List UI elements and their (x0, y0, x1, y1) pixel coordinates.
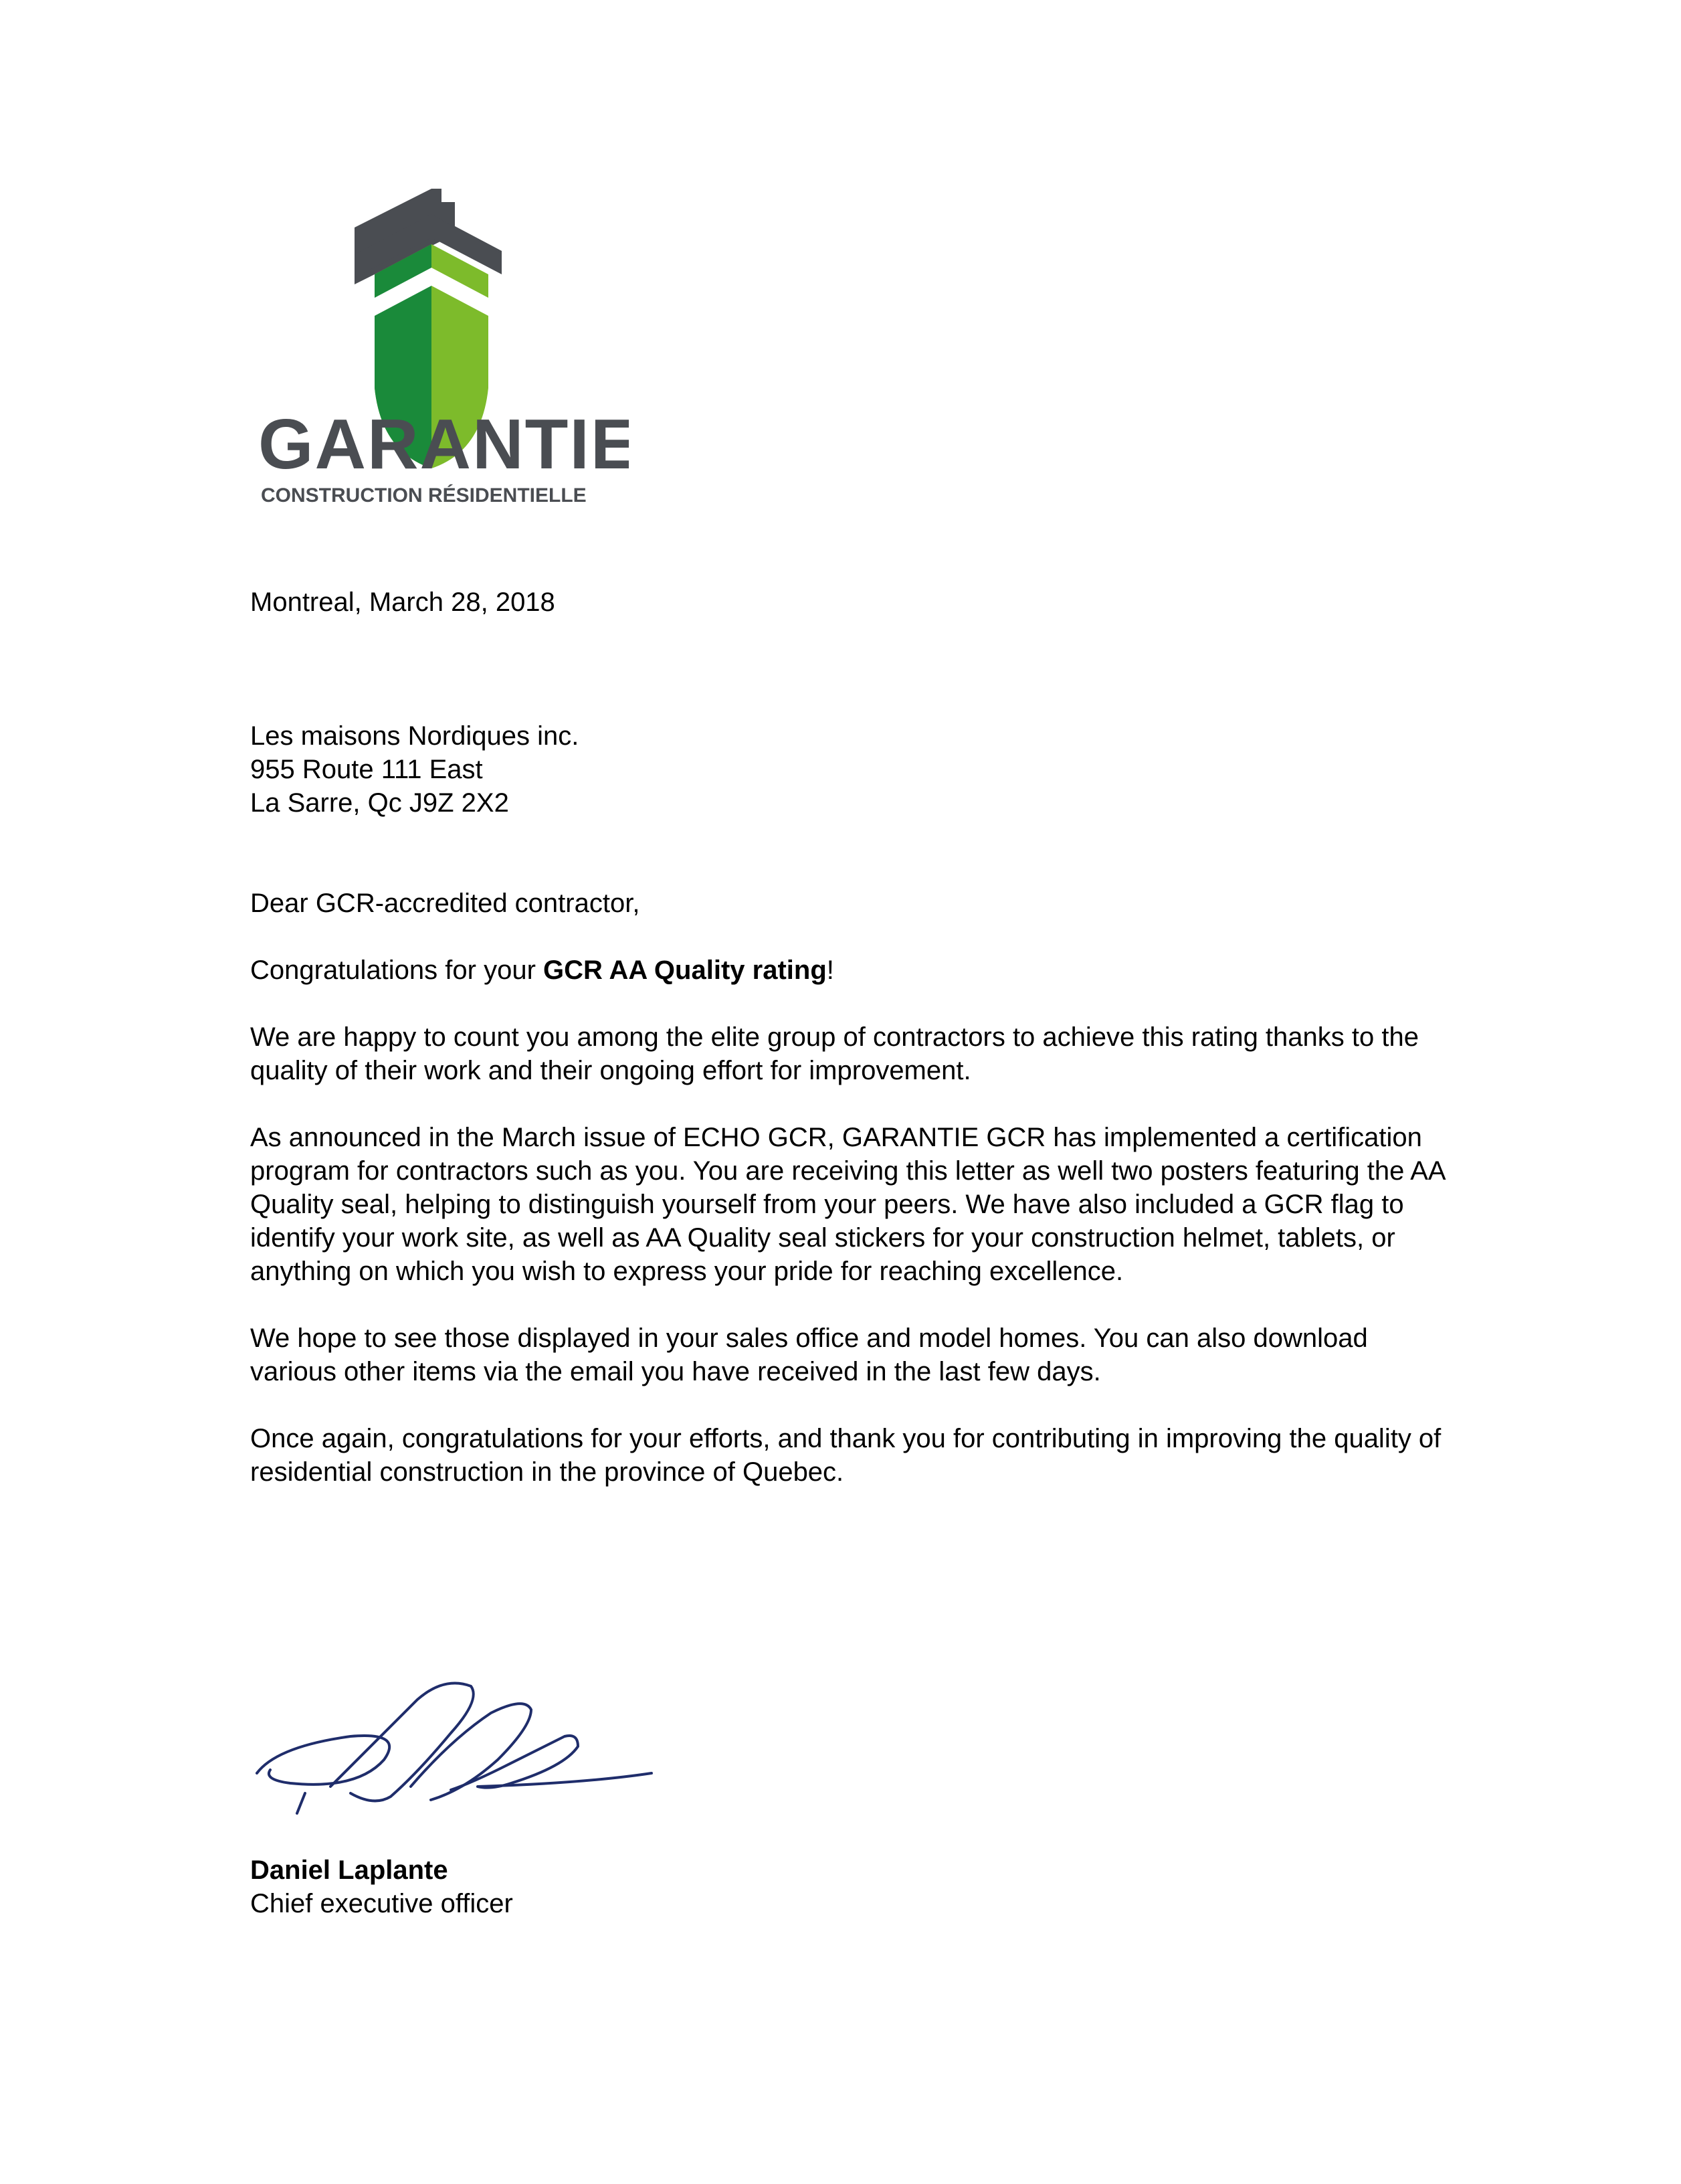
signer-title: Chief executive officer (250, 1889, 513, 1918)
paragraph-certification-program: As announced in the March issue of ECHO GCR, GARANTIE GCR has implemented a certification program for contractors such as you. You are receiving this letter as well two posters featuring the AA Quality seal, helping to distinguish yourself from your peers. We have also included a GCR flag to identify your work site, as well as AA Quality seal stickers for your construction helmet, tablets, or anything on which you wish to express your pride for reaching excellence. (250, 1123, 1445, 1286)
recipient-city: La Sarre, Qc J9Z 2X2 (250, 788, 509, 818)
rating-name: GCR AA Quality rating (543, 955, 827, 985)
letter-body (250, 585, 1454, 1522)
signer-name: Daniel Laplante (250, 1855, 448, 1885)
brand-name: GARANTIE (258, 405, 629, 484)
recipient-address (250, 719, 1454, 820)
handwritten-signature (250, 1673, 665, 1827)
paragraph-elite-group: We are happy to count you among the elite group of contractors to achieve this rating thanks to the quality of their work and their ongoing effort for improvement. (250, 1022, 1419, 1085)
congratulations-line: Congratulations for your GCR AA Quality rating! (250, 955, 834, 985)
recipient-street: 955 Route 111 East (250, 755, 483, 784)
paragraph-closing: Once again, congratulations for your efforts, and thank you for contributing in improving the quality of residential construction in the province of Quebec. (250, 1424, 1442, 1487)
salutation: Dear GCR-accredited contractor, (250, 889, 640, 918)
paragraph-display-items: We hope to see those displayed in your sales office and model homes. You can also download various other items via the email you have received in the last few days. (250, 1324, 1368, 1386)
brand-tagline: CONSTRUCTION RÉSIDENTIELLE (261, 484, 587, 507)
letter-date: Montreal, March 28, 2018 (250, 587, 555, 617)
signer-block (250, 1853, 513, 1920)
recipient-company: Les maisons Nordiques inc. (250, 721, 579, 751)
garantie-logo (254, 187, 629, 509)
